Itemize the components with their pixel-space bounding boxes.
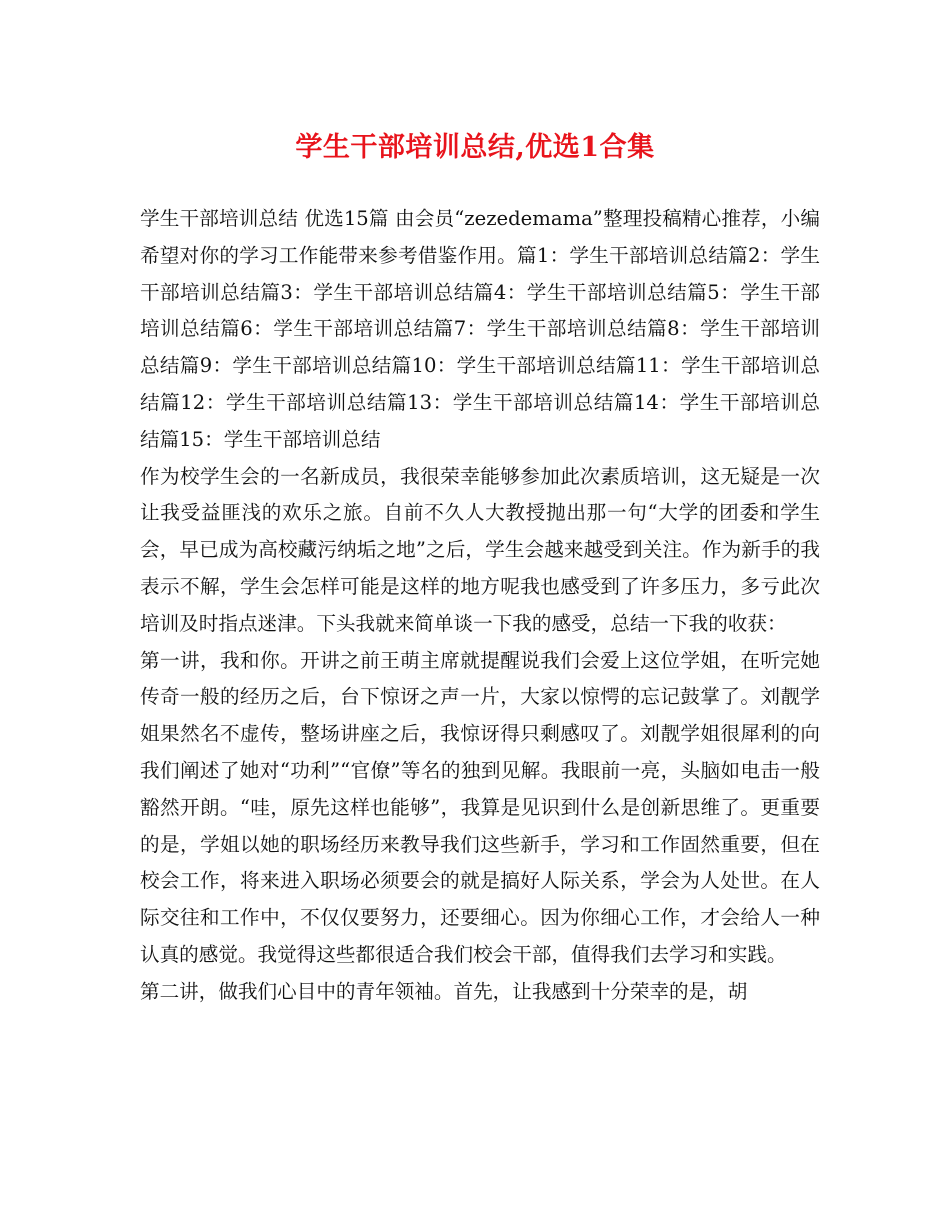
document-body [140,201,820,1011]
intro-paragraph: 学生干部培训总结 优选15篇 由会员“zezedemama”整理投稿精心推荐，小编希望对你的学习工作能带来参考借鉴作用。篇1：学生干部培训总结篇2：学生干部培训总结篇3：学生干部培训总结篇4：学生干部培训总结篇5：学生干部培训总结篇6：学生干部培训总结篇7：学生干部培训总结篇8：学生干部培训总结篇9：学生干部培训总结篇10：学生干部培训总结篇11：学生干部培训总结篇12：学生干部培训总结篇13：学生干部培训总结篇14：学生干部培训总结篇15：学生干部培训总结 [140,207,820,451]
body-paragraph-2: 第一讲，我和你。开讲之前王萌主席就提醒说我们会爱上这位学姐，在听完她传奇一般的经历之后，台下惊讶之声一片，大家以惊愕的忘记鼓掌了。刘靓学姐果然名不虚传，整场讲座之后，我惊讶得只剩感叹了。刘靓学姐很犀利的向我们阐述了她对“功利”“官僚”等名的独到见解。我眼前一亮，头脑如电击一般豁然开朗。“哇，原先这样也能够”，我算是见识到什么是创新思维了。更重要的是，学姐以她的职场经历来教导我们这些新手，学习和工作固然重要，但在校会工作，将来进入职场必须要会的就是搞好人际关系，学会为人处世。在人际交往和工作中，不仅仅要努力，还要细心。因为你细心工作，才会给人一种认真的感觉。我觉得这些都很适合我们校会干部，值得我们去学习和实践。 [140,648,820,966]
document-title: 学生干部培训总结,优选1合集 [295,132,655,163]
body-paragraph-3: 第二讲，做我们心目中的青年领袖。首先，让我感到十分荣幸的是，胡 [140,979,748,1003]
body-paragraph-1: 作为校学生会的一名新成员，我很荣幸能够参加此次素质培训，这无疑是一次让我受益匪浅的欢乐之旅。自前不久人大教授抛出那一句“大学的团委和学生会，早已成为高校藏污纳垢之地”之后，学生会越来越受到关注。作为新手的我表示不解，学生会怎样可能是这样的地方呢我也感受到了许多压力，多亏此次培训及时指点迷津。下头我就来简单谈一下我的感受，总结一下我的收获： [140,464,820,635]
